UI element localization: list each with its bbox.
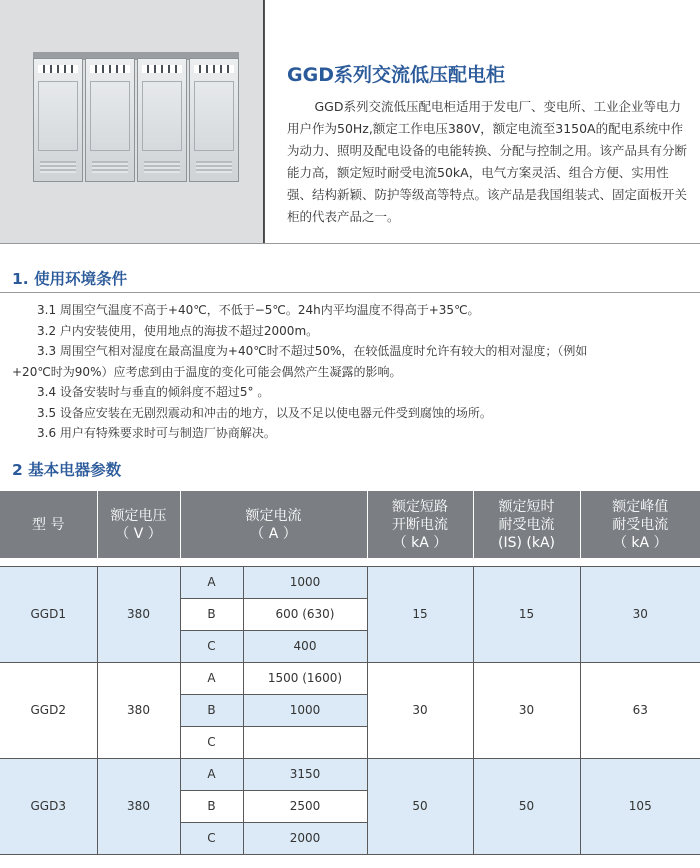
cell-current: 1000 (243, 566, 367, 598)
cell-grade: B (180, 694, 243, 726)
switchgear-cabinet-image (33, 52, 239, 182)
header-peak-current: 额定峰值 耐受电流 （ kA ） (580, 491, 700, 558)
cell-breaking: 50 (367, 758, 473, 854)
cell-peak: 63 (580, 662, 700, 758)
cell-voltage: 380 (97, 758, 180, 854)
condition-item: +20℃时为90%）应考虑到由于温度的变化可能会偶然产生凝露的影响。 (12, 364, 402, 379)
header-breaking-current: 额定短路 开断电流 （ kA ） (367, 491, 473, 558)
condition-item: 3.4 设备安装时与垂直的倾斜度不超过5° 。 (37, 385, 270, 399)
cell-peak: 30 (580, 566, 700, 662)
cell-short-time: 30 (473, 662, 580, 758)
condition-item: 3.1 周围空气温度不高于+40℃，不低于−5℃。24h内平均温度不得高于+35℃。 (37, 303, 480, 317)
cell-grade: A (180, 566, 243, 598)
parameters-table (0, 491, 700, 855)
product-header (0, 0, 700, 243)
section-heading-parameters: 2 基本电器参数 (12, 461, 122, 479)
product-photo (0, 0, 264, 243)
cell-grade: A (180, 662, 243, 694)
cell-current: 400 (243, 630, 367, 662)
cell-grade: A (180, 758, 243, 790)
table-row (0, 662, 700, 694)
cell-model: GGD2 (0, 662, 97, 758)
cell-current: 2000 (243, 822, 367, 854)
cell-peak: 105 (580, 758, 700, 854)
condition-item: 3.3 周围空气相对湿度在最高温度为+40℃时不超过50%，在较低温度时允许有较大的相对湿度；（例如 (37, 344, 588, 358)
cell-voltage: 380 (97, 662, 180, 758)
cell-model: GGD1 (0, 566, 97, 662)
cell-breaking: 30 (367, 662, 473, 758)
cell-short-time: 15 (473, 566, 580, 662)
header-voltage: 额定电压 （ V ） (97, 491, 180, 558)
cell-grade: C (180, 630, 243, 662)
cell-breaking: 15 (367, 566, 473, 662)
page-title: GGD系列交流低压配电柜 (287, 64, 505, 86)
section-divider (0, 292, 700, 293)
cell-current: 600 (630) (243, 598, 367, 630)
cell-grade: C (180, 726, 243, 758)
cell-short-time: 50 (473, 758, 580, 854)
cell-grade: C (180, 822, 243, 854)
condition-item: 3.6 用户有特殊要求时可与制造厂协商解决。 (37, 426, 276, 440)
section-divider (0, 243, 700, 244)
environment-conditions-list (12, 300, 692, 444)
table-row (0, 758, 700, 790)
header-short-time-current: 额定短时 耐受电流 (IS) (kA) (473, 491, 580, 558)
table-header-row (0, 491, 700, 558)
header-divider (264, 0, 265, 243)
condition-item: 3.5 设备应安装在无剧烈震动和冲击的地方，以及不足以使电器元件受到腐蚀的场所。 (37, 405, 492, 420)
cell-grade: B (180, 598, 243, 630)
cell-model: GGD3 (0, 758, 97, 854)
table-row (0, 566, 700, 598)
header-model: 型 号 (0, 491, 97, 558)
cell-current (243, 726, 367, 758)
section-heading-environment: 1. 使用环境条件 (12, 270, 128, 288)
condition-item: 3.2 户内安装使用，使用地点的海拔不超过2000m。 (37, 323, 319, 338)
cell-current: 3150 (243, 758, 367, 790)
cell-grade: B (180, 790, 243, 822)
cell-current: 1000 (243, 694, 367, 726)
cell-current: 1500 (1600) (243, 662, 367, 694)
cell-current: 2500 (243, 790, 367, 822)
header-current: 额定电流 （ A ） (180, 491, 367, 558)
product-intro: GGD系列交流低压配电柜适用于发电厂、变电所、工业企业等电力用户作为50Hz,额定工作电压380V，额定电流至3150A的配电系统中作为动力、照明及配电设备的电能转换、分配与控制之用。该产品具有分断能力高，额定短时耐受电流50kA，电气方案灵活、组合方便、实用性强、结构新颖、防护等级高等特点。该产品是我国组装式、固定面板开关柜的代表产品之一。 (287, 99, 688, 224)
cell-voltage: 380 (97, 566, 180, 662)
